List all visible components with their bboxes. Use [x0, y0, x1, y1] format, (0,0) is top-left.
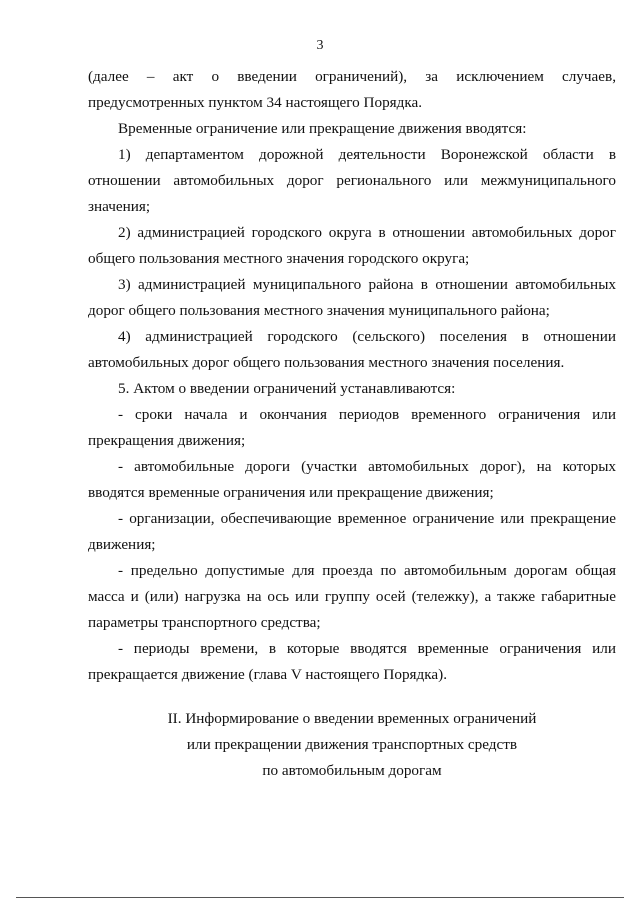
- paragraph-intro: Временные ограничение или прекращение движения вводятся:: [118, 120, 527, 137]
- section-heading: [88, 706, 616, 784]
- footer-divider: [16, 897, 624, 898]
- paragraph-continuation: (далее – акт о введении ограничений), за исключением случаев, предусмотренных пунктом 34 настоящего Порядка.: [88, 68, 616, 111]
- paragraph-dash-3: - организации, обеспечивающие временное ограничение или прекращение движения;: [88, 510, 616, 553]
- paragraph-dash-2: - автомобильные дороги (участки автомобильных дорог), на которых вводятся временные ограничения или прекращение движения;: [88, 458, 616, 501]
- paragraph-dash-4: - предельно допустимые для проезда по автомобильным дорогам общая масса и (или) нагрузка на ось или группу осей (тележку), а также габаритные параметры транспортного средства;: [88, 562, 616, 631]
- paragraph-item-4: 4) администрацией городского (сельского) поселения в отношении автомобильных дорог общего пользования местного значения поселения.: [88, 328, 616, 371]
- section-heading-line-3: по автомобильным дорогам: [262, 762, 442, 779]
- page-number: 3: [316, 38, 324, 53]
- paragraph-dash-1: - сроки начала и окончания периодов временного ограничения или прекращения движения;: [88, 406, 616, 449]
- section-heading-line-1: II. Информирование о введении временных ограничений: [167, 710, 537, 727]
- paragraph-item-3: 3) администрацией муниципального района в отношении автомобильных дорог общего пользования местного значения муниципального района;: [88, 276, 616, 319]
- paragraph-item-2: 2) администрацией городского округа в отношении автомобильных дорог общего пользования местного значения городского округа;: [88, 224, 616, 267]
- paragraph-clause-5: 5. Актом о введении ограничений устанавливаются:: [118, 380, 456, 397]
- section-heading-line-2: или прекращении движения транспортных средств: [186, 736, 518, 753]
- paragraph-item-1: 1) департаментом дорожной деятельности Воронежской области в отношении автомобильных дорог регионального или межмуниципального значения;: [88, 146, 616, 215]
- paragraph-dash-5: - периоды времени, в которые вводятся временные ограничения или прекращается движение (глава V настоящего Порядка).: [88, 640, 616, 683]
- document-body: [88, 64, 616, 688]
